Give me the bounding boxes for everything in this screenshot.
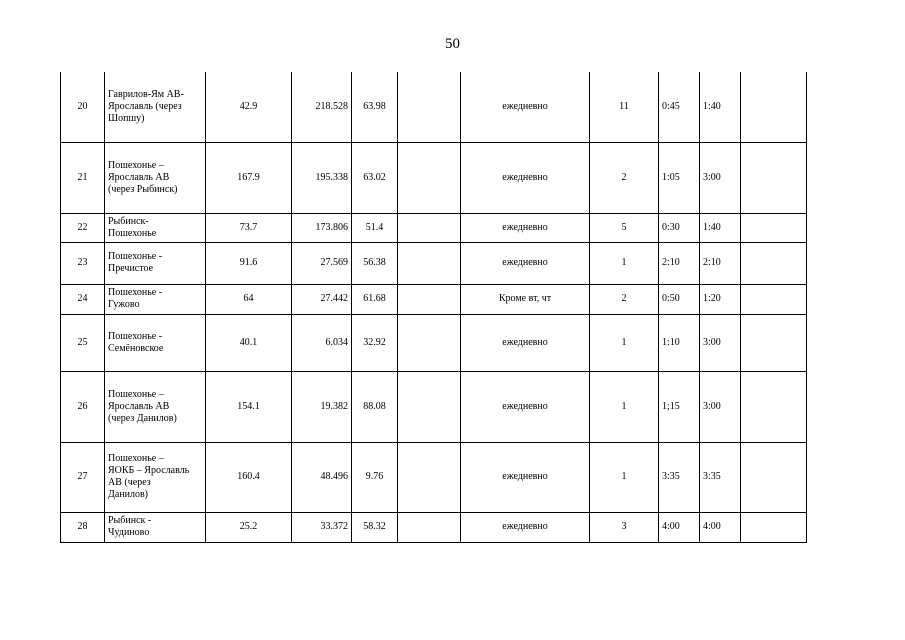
table-row — [61, 442, 807, 512]
time-duration-cell: 1:20 — [700, 284, 741, 314]
route-name-cell — [105, 72, 206, 142]
empty-cell — [741, 213, 807, 242]
trips-cell: 1 — [590, 314, 659, 371]
schedule-cell: Кроме вт, чт — [461, 284, 590, 314]
route-name-cell — [105, 442, 206, 512]
route-name-cell — [105, 284, 206, 314]
route-name-line: Ярославль АВ — [108, 400, 170, 412]
percent-cell: 56.38 — [352, 242, 398, 284]
time-duration-cell: 1:40 — [700, 72, 741, 142]
time-start-cell: 1:05 — [659, 142, 700, 213]
route-name-line: Пошехонье — [108, 227, 157, 239]
route-number-cell: 25 — [61, 314, 105, 371]
empty-cell — [741, 242, 807, 284]
route-name-cell — [105, 213, 206, 242]
revenue-cell: 195.338 — [292, 142, 352, 213]
percent-cell: 61.68 — [352, 284, 398, 314]
schedule-cell: ежедневно — [461, 142, 590, 213]
route-length-cell: 40.1 — [206, 314, 292, 371]
table-row — [61, 284, 807, 314]
percent-cell: 32.92 — [352, 314, 398, 371]
revenue-cell: 19.382 — [292, 371, 352, 442]
empty-cell — [398, 72, 461, 142]
route-name-cell — [105, 371, 206, 442]
empty-cell — [398, 512, 461, 542]
route-name-line: Чудиново — [108, 527, 150, 538]
table-row — [61, 213, 807, 242]
percent-cell: 63.98 — [352, 72, 398, 142]
percent-cell: 51.4 — [352, 213, 398, 242]
trips-cell: 1 — [590, 371, 659, 442]
page-number: 50 — [445, 36, 460, 52]
revenue-cell: 48.496 — [292, 442, 352, 512]
route-name-cell — [105, 142, 206, 213]
percent-cell: 9.76 — [352, 442, 398, 512]
route-name-line: Пошехонье – — [108, 388, 164, 400]
time-start-cell: 3:35 — [659, 442, 700, 512]
empty-cell — [741, 314, 807, 371]
schedule-cell: ежедневно — [461, 371, 590, 442]
time-duration-cell: 4:00 — [700, 512, 741, 542]
empty-cell — [741, 371, 807, 442]
route-number-cell: 26 — [61, 371, 105, 442]
empty-cell — [741, 512, 807, 542]
table-row — [61, 72, 807, 142]
route-number-cell: 24 — [61, 284, 105, 314]
revenue-cell: 6.034 — [292, 314, 352, 371]
time-start-cell: 4:00 — [659, 512, 700, 542]
route-name-line: Гаврилов-Ям АВ- — [108, 88, 184, 100]
empty-cell — [398, 371, 461, 442]
route-name-line: Рыбинск - — [108, 515, 152, 526]
route-name-line: (через Данилов) — [108, 412, 177, 424]
percent-cell: 63.02 — [352, 142, 398, 213]
schedule-cell: ежедневно — [461, 242, 590, 284]
route-name-line: Пошехонье - — [108, 330, 163, 342]
route-name-line: Шопшу) — [108, 112, 145, 124]
route-number-cell: 22 — [61, 213, 105, 242]
trips-cell: 2 — [590, 142, 659, 213]
table-row — [61, 142, 807, 213]
route-name-line: Гужово — [108, 299, 140, 310]
time-start-cell: 0:50 — [659, 284, 700, 314]
time-duration-cell: 1:40 — [700, 213, 741, 242]
trips-cell: 2 — [590, 284, 659, 314]
route-length-cell: 64 — [206, 284, 292, 314]
empty-cell — [741, 72, 807, 142]
revenue-cell: 33.372 — [292, 512, 352, 542]
route-name-line: Рыбинск- — [108, 215, 149, 227]
route-length-cell: 42.9 — [206, 72, 292, 142]
route-name-line: Пошехонье - — [108, 287, 163, 298]
route-number-cell: 23 — [61, 242, 105, 284]
revenue-cell: 27.569 — [292, 242, 352, 284]
empty-cell — [398, 242, 461, 284]
route-name-cell — [105, 314, 206, 371]
route-name-line: Семёновское — [108, 342, 164, 354]
schedule-cell: ежедневно — [461, 442, 590, 512]
empty-cell — [398, 142, 461, 213]
schedule-cell: ежедневно — [461, 512, 590, 542]
time-duration-cell: 3:00 — [700, 142, 741, 213]
percent-cell: 58.32 — [352, 512, 398, 542]
route-name-cell — [105, 242, 206, 284]
schedule-cell: ежедневно — [461, 72, 590, 142]
trips-cell: 5 — [590, 213, 659, 242]
time-start-cell: 0:30 — [659, 213, 700, 242]
route-name-line: ЯОКБ – Ярославль — [108, 465, 190, 476]
empty-cell — [398, 442, 461, 512]
time-duration-cell: 2:10 — [700, 242, 741, 284]
table-row — [61, 512, 807, 542]
trips-cell: 1 — [590, 242, 659, 284]
empty-cell — [741, 284, 807, 314]
route-name-line: Данилов) — [108, 489, 149, 500]
route-name-line: Пошехонье - — [108, 251, 163, 262]
route-length-cell: 154.1 — [206, 371, 292, 442]
route-name-line: Пошехонье – — [108, 159, 164, 171]
time-start-cell: 2:10 — [659, 242, 700, 284]
table-row — [61, 314, 807, 371]
empty-cell — [398, 314, 461, 371]
time-start-cell: 1:10 — [659, 314, 700, 371]
table-row — [61, 371, 807, 442]
empty-cell — [741, 442, 807, 512]
empty-cell — [741, 142, 807, 213]
route-name-line: Пошехонье – — [108, 453, 164, 464]
time-start-cell: 0:45 — [659, 72, 700, 142]
percent-cell: 88.08 — [352, 371, 398, 442]
revenue-cell: 173.806 — [292, 213, 352, 242]
empty-cell — [398, 213, 461, 242]
empty-cell — [398, 284, 461, 314]
schedule-cell: ежедневно — [461, 213, 590, 242]
time-duration-cell: 3:00 — [700, 314, 741, 371]
route-number-cell: 28 — [61, 512, 105, 542]
revenue-cell: 218.528 — [292, 72, 352, 142]
trips-cell: 1 — [590, 442, 659, 512]
table-row — [61, 242, 807, 284]
route-name-line: АВ (через — [108, 477, 151, 488]
schedule-cell: ежедневно — [461, 314, 590, 371]
time-duration-cell: 3:00 — [700, 371, 741, 442]
time-duration-cell: 3:35 — [700, 442, 741, 512]
routes-table-body — [61, 72, 807, 542]
route-name-line: (через Рыбинск) — [108, 183, 178, 195]
trips-cell: 3 — [590, 512, 659, 542]
route-length-cell: 91.6 — [206, 242, 292, 284]
time-start-cell: 1;15 — [659, 371, 700, 442]
route-number-cell: 27 — [61, 442, 105, 512]
route-length-cell: 25.2 — [206, 512, 292, 542]
route-name-line: Ярославль (через — [108, 100, 182, 112]
route-name-line: Ярославль АВ — [108, 171, 170, 183]
route-number-cell: 20 — [61, 72, 105, 142]
route-length-cell: 73.7 — [206, 213, 292, 242]
revenue-cell: 27.442 — [292, 284, 352, 314]
routes-table — [60, 72, 807, 543]
route-name-line: Пречистое — [108, 263, 154, 274]
route-number-cell: 21 — [61, 142, 105, 213]
trips-cell: 11 — [590, 72, 659, 142]
route-name-cell — [105, 512, 206, 542]
route-length-cell: 167.9 — [206, 142, 292, 213]
route-length-cell: 160.4 — [206, 442, 292, 512]
